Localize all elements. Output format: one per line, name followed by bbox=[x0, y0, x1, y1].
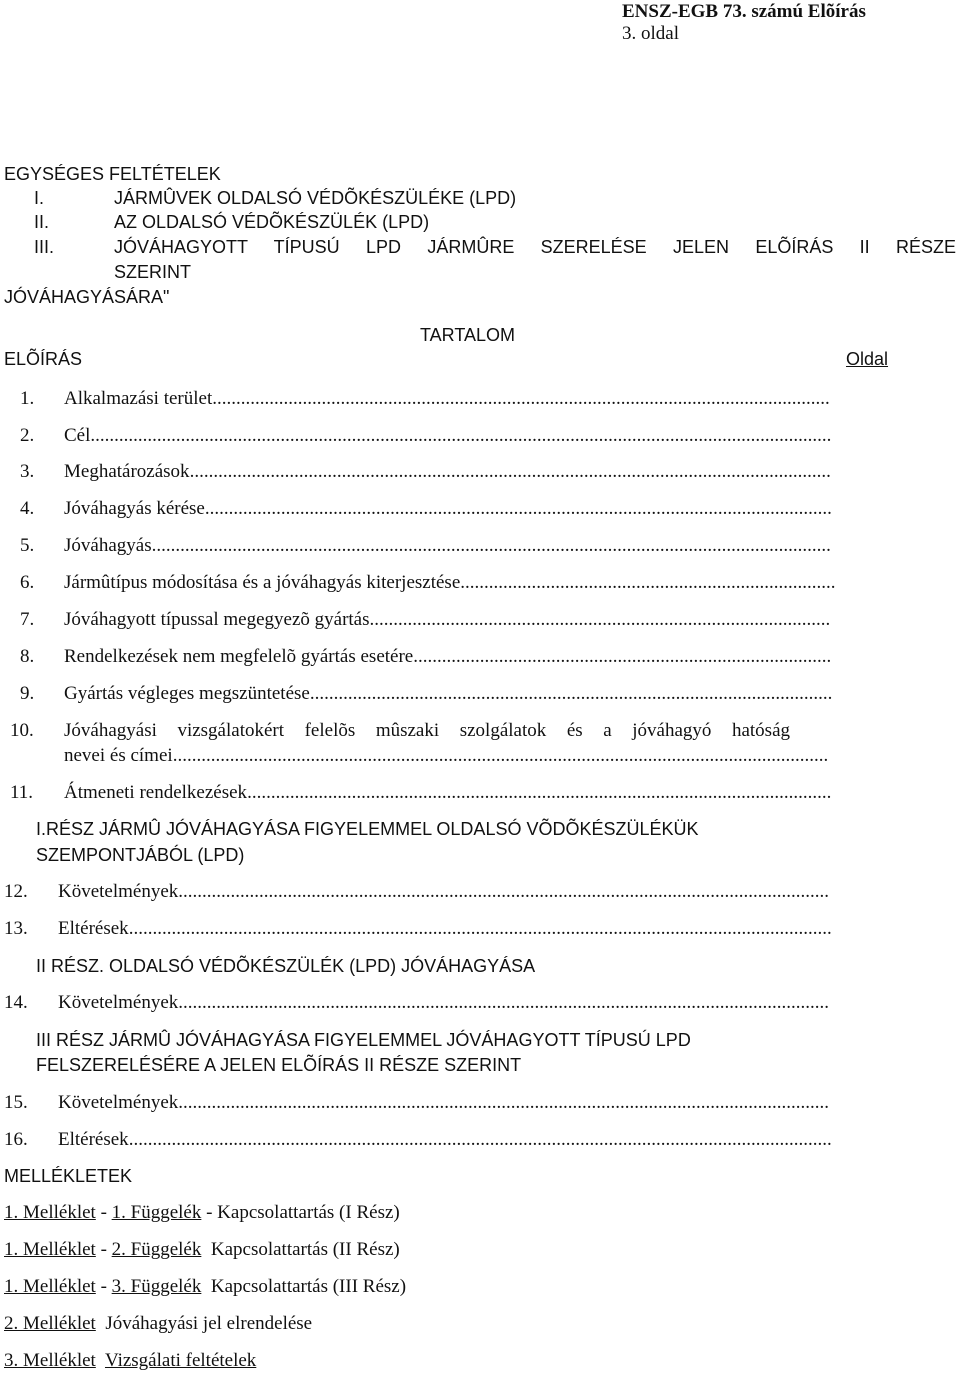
toc-entry[interactable] bbox=[64, 781, 842, 805]
toc-entry-label: Eltérések bbox=[58, 1129, 129, 1150]
dot-leader: .................................................................................................................................................... bbox=[128, 1129, 832, 1150]
toc-entry-label: Követelmények bbox=[58, 992, 179, 1013]
dot-leader: ........................................................................................ bbox=[413, 646, 832, 667]
part-heading: II RÉSZ. OLDALSÓ VÉDÕKÉSZÜLÉK (LPD) JÓVÁHAGYÁSA bbox=[36, 956, 536, 976]
toc-entry-num: 2. bbox=[20, 425, 35, 446]
toc-entry[interactable] bbox=[64, 608, 842, 632]
toc-entry-label: Jóváhagyás kérése bbox=[64, 498, 205, 519]
toc-entry-label: Követelmények bbox=[58, 881, 179, 902]
appendix-link[interactable]: 3. Függelék bbox=[111, 1276, 202, 1297]
annex-title-link[interactable]: Vizsgálati feltételek bbox=[104, 1350, 257, 1371]
toc-entry-num: 10. bbox=[10, 720, 34, 741]
toc-entry[interactable] bbox=[58, 1091, 842, 1115]
toc-entry-num: 1. bbox=[20, 388, 35, 409]
annex-item[interactable] bbox=[4, 1312, 312, 1336]
dot-leader: ......................................................................................................................................... bbox=[178, 1092, 830, 1113]
intro-item-num: I. bbox=[34, 188, 45, 208]
annex-item[interactable] bbox=[4, 1238, 400, 1262]
dot-leader: .................................................................................................................................. bbox=[212, 388, 830, 409]
toc-entry[interactable] bbox=[58, 917, 842, 941]
toc-entry-label: Jóváhagyott típussal megegyezõ gyártás bbox=[64, 609, 370, 630]
toc-entry-label: Cél bbox=[64, 425, 91, 446]
intro-item-text: JÓVÁHAGYOTT TÍPUSÚ LPD JÁRMÛRE SZERELÉSE JELEN ELÕÍRÁS II RÉSZE bbox=[114, 237, 956, 257]
toc-entry-num: 5. bbox=[20, 535, 35, 556]
dot-leader: ......................................................................................................................................... bbox=[178, 992, 830, 1013]
annex-link[interactable]: 3. Melléklet bbox=[4, 1350, 96, 1371]
part-heading: FELSZERELÉSÉRE A JELEN ELÕÍRÁS II RÉSZE SZERINT bbox=[36, 1055, 522, 1075]
toc-entry-num: 7. bbox=[20, 609, 35, 630]
toc-entry-num: 16. bbox=[4, 1129, 28, 1150]
toc-entry[interactable] bbox=[64, 424, 842, 448]
toc-entry-num: 15. bbox=[4, 1092, 28, 1113]
intro-item-num: III. bbox=[34, 237, 55, 257]
annex-item[interactable] bbox=[4, 1275, 406, 1299]
toc-entry[interactable] bbox=[58, 880, 842, 904]
dot-leader: .............................................................................................................. bbox=[309, 683, 833, 704]
toc-entry-label: Jármûtípus módosítása és a jóváhagyás kiterjesztése bbox=[64, 572, 461, 593]
annex-title: Jóváhagyási jel elrendelése bbox=[105, 1313, 313, 1334]
toc-entry-num: 11. bbox=[10, 782, 34, 803]
annex-item[interactable] bbox=[4, 1349, 256, 1373]
appendix-link[interactable]: 2. Függelék bbox=[111, 1239, 202, 1260]
toc-left-label: ELÕÍRÁS bbox=[4, 349, 83, 369]
toc-entry[interactable] bbox=[64, 460, 842, 484]
annex-separator: - bbox=[95, 1276, 112, 1297]
dot-leader: ............................................................................................................................................................ bbox=[90, 425, 832, 446]
toc-entry-num: 14. bbox=[4, 992, 28, 1013]
toc-entry-label: Jóváhagyási vizsgálatokért felelõs mûszaki szolgálatok és a jóváhagyó hatóság bbox=[64, 720, 790, 741]
toc-entry[interactable] bbox=[64, 645, 842, 669]
toc-title: TARTALOM bbox=[420, 325, 516, 345]
toc-entry-label: Alkalmazási terület bbox=[64, 388, 213, 409]
part-heading: III RÉSZ JÁRMÛ JÓVÁHAGYÁSA FIGYELEMMEL JÓVÁHAGYOTT TÍPUSÚ LPD bbox=[36, 1030, 691, 1050]
toc-entry-label: Rendelkezések nem megfelelõ gyártás esetére bbox=[64, 646, 414, 667]
dot-leader: ......................................................................................................................................... bbox=[178, 881, 830, 902]
intro-item-num: II. bbox=[34, 212, 50, 232]
dot-leader: .................................................................................................................................... bbox=[204, 498, 832, 519]
toc-entry-label: Átmeneti rendelkezések bbox=[64, 782, 248, 803]
intro-item-continuation: JÓVÁHAGYÁSÁRA" bbox=[4, 287, 170, 307]
toc-entry-num: 8. bbox=[20, 646, 35, 667]
annexes-title: MELLÉKLETEK bbox=[4, 1166, 133, 1186]
annex-link[interactable]: 2. Melléklet bbox=[4, 1313, 96, 1334]
dot-leader: ....................................................................................................................................... bbox=[189, 461, 831, 482]
dot-leader: .......................................................................................................................................... bbox=[172, 745, 829, 766]
dot-leader: ............................................................................................................................................... bbox=[151, 535, 831, 556]
toc-entry-label: Jóváhagyás bbox=[64, 535, 152, 556]
part-heading: SZEMPONTJÁBÓL (LPD) bbox=[36, 845, 245, 865]
annex-title: Kapcsolattartás (II Rész) bbox=[201, 1239, 400, 1260]
intro-title: EGYSÉGES FELTÉTELEK bbox=[4, 164, 221, 184]
toc-entry-label: nevei és címei bbox=[64, 745, 173, 766]
annex-link[interactable]: 1. Melléklet bbox=[4, 1239, 96, 1260]
toc-entry-num: 3. bbox=[20, 461, 35, 482]
intro-item-continuation: SZERINT bbox=[114, 262, 192, 282]
toc-page-column-label: Oldal bbox=[846, 349, 889, 369]
annex-item[interactable] bbox=[4, 1201, 400, 1225]
annex-separator: - bbox=[95, 1202, 112, 1223]
toc-entry[interactable] bbox=[58, 1128, 842, 1152]
toc-entry-num: 12. bbox=[4, 881, 28, 902]
annex-link[interactable]: 1. Melléklet bbox=[4, 1276, 96, 1297]
document-code: ENSZ-EGB 73. számú Elõírás bbox=[622, 1, 866, 22]
toc-entry-label: Gyártás végleges megszüntetése bbox=[64, 683, 310, 704]
toc-entry[interactable] bbox=[64, 534, 842, 558]
appendix-link[interactable]: 1. Függelék bbox=[111, 1202, 202, 1223]
annex-title: - Kapcsolattartás (I Rész) bbox=[201, 1202, 400, 1223]
toc-entry[interactable] bbox=[64, 387, 842, 411]
toc-entry-num: 6. bbox=[20, 572, 35, 593]
toc-entry-label: Eltérések bbox=[58, 918, 129, 939]
dot-leader: .................................................................................................................................................... bbox=[128, 918, 832, 939]
dot-leader: ........................................................................................................................... bbox=[247, 782, 832, 803]
part-heading: I.RÉSZ JÁRMÛ JÓVÁHAGYÁSA FIGYELEMMEL OLDALSÓ VÕDÕKÉSZÜLÉKÜK bbox=[36, 819, 699, 839]
toc-entry-label: Követelmények bbox=[58, 1092, 179, 1113]
intro-item-text: JÁRMÛVEK OLDALSÓ VÉDÕKÉSZÜLÉKE (LPD) bbox=[114, 188, 517, 208]
toc-entry-num: 9. bbox=[20, 683, 35, 704]
dot-leader: ................................................................................................. bbox=[369, 609, 831, 630]
annex-link[interactable]: 1. Melléklet bbox=[4, 1202, 96, 1223]
page-number: 3. oldal bbox=[622, 23, 679, 44]
annex-separator bbox=[96, 1350, 105, 1371]
intro-item-text: AZ OLDALSÓ VÉDÕKÉSZÜLÉK (LPD) bbox=[114, 212, 430, 232]
toc-entry[interactable] bbox=[58, 991, 842, 1015]
toc-entry-num: 13. bbox=[4, 918, 28, 939]
toc-entry-num: 4. bbox=[20, 498, 35, 519]
toc-entry[interactable] bbox=[64, 571, 842, 595]
toc-entry-label: Meghatározások bbox=[64, 461, 190, 482]
toc-entry[interactable] bbox=[64, 744, 842, 768]
dot-leader: ............................................................................... bbox=[460, 572, 836, 593]
annex-separator bbox=[96, 1313, 106, 1334]
toc-entry[interactable] bbox=[64, 682, 842, 706]
annex-separator: - bbox=[95, 1239, 112, 1260]
toc-entry[interactable] bbox=[64, 497, 842, 521]
annex-title: Kapcsolattartás (III Rész) bbox=[201, 1276, 407, 1297]
